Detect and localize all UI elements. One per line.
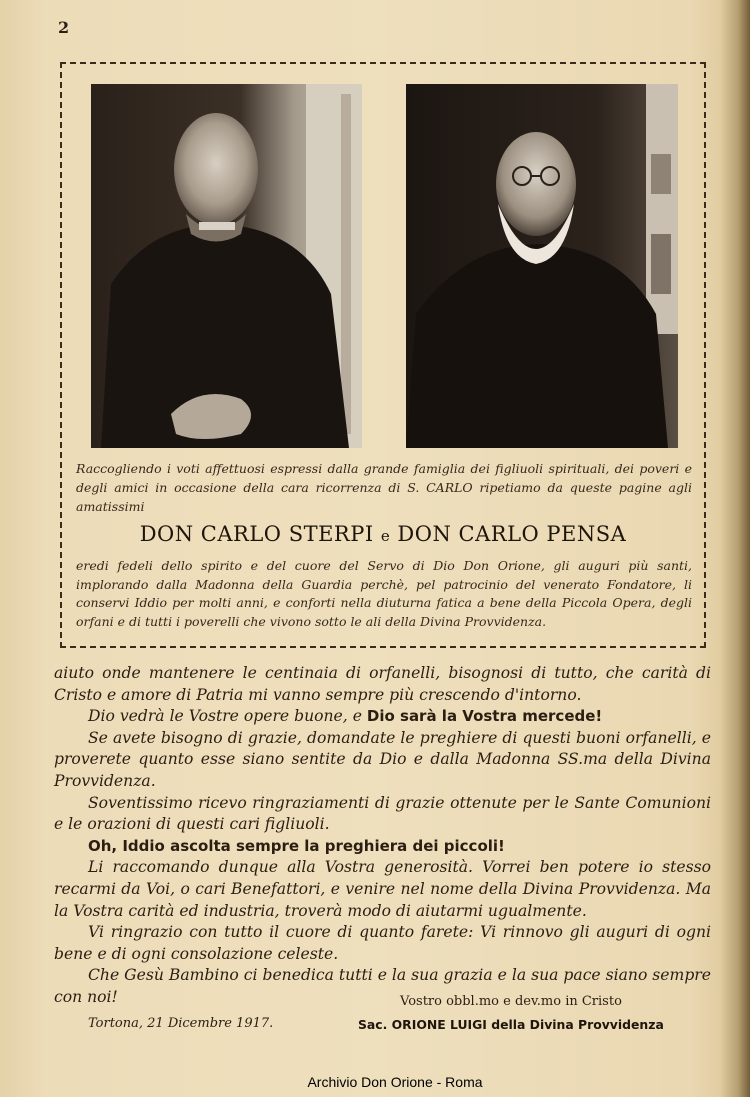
letter-paragraph-7: Vi ringrazio con tutto il cuore di quanto farete: Vi rinnovo gli auguri di ogni bene e di ogni consolazione celeste. [54, 923, 711, 963]
portrait-sterpi-image [91, 84, 362, 448]
letter-signature: Sac. ORIONE LUIGI della Divina Provvidenza [358, 1017, 664, 1032]
letter-place-date: Tortona, 21 Dicembre 1917. [88, 1016, 274, 1031]
letter-signoff: Vostro obbl.mo e dev.mo in Cristo [400, 994, 622, 1009]
letter-paragraph-1: aiuto onde mantenere le centinaia di orfanelli, bisognosi di tutto, che carità di Cristo e amore di Patria mi vanno sempre più crescendo d'intorno. [54, 664, 711, 704]
names-conjunction: e [380, 527, 391, 545]
name-sterpi: DON CARLO STERPI [139, 522, 374, 546]
letter-paragraph-4: Soventissimo ricevo ringraziamenti di grazie ottenute per le Sante Comunioni e le orazioni di questi cari figliuoli. [54, 793, 711, 834]
page-spine-shadow [720, 0, 750, 1097]
honorees-names [60, 522, 706, 546]
letter-paragraph-5-emphasis: Oh, Iddio ascolta sempre la preghiera dei piccoli! [88, 836, 505, 855]
letter-paragraph-2 [54, 706, 711, 728]
photo-don-carlo-pensa [406, 84, 678, 448]
letter-paragraph-2-emphasis: Dio sarà la Vostra mercede! [366, 707, 603, 726]
letter-paragraph-2-text: Dio vedrà le Vostre opere buone, e [88, 707, 367, 726]
letter-paragraph-8: Che Gesù Bambino ci benedica tutti e la sua grazia e la sua pace siano sempre con noi! [54, 966, 711, 1006]
photo-don-carlo-sterpi [91, 84, 362, 448]
letter-body [54, 663, 711, 1009]
page-number: 2 [58, 18, 70, 37]
letter-paragraph-3: Se avete bisogno di grazie, domandate le preghiere di questi buoni orfanelli, e proverete quanto esse siano sentite da Dio e dalla Madonna SS.ma della Divina Provvidenza. [54, 728, 711, 790]
caption-intro: Raccogliendo i voti affettuosi espressi dalla grande famiglia dei figliuoli spirituali, dei poveri e degli amici in occasione della cara ricorrenza di S. CARLO ripetiamo da queste pagine agli amatissimi [76, 461, 692, 514]
caption-outro: eredi fedeli dello spirito e del cuore del Servo di Dio Don Orione, gli auguri più santi, implorando dalla Madonna della Guardia perchè, pel patrocinio del venerato Fondatore, li conservi Iddio per molti anni, e conforti nella diuturna fatica a bene della Piccola Opera, degli orfani e di tutti i poverelli che vivono sotto le ali della Divina Provvidenza. [76, 558, 692, 629]
letter-paragraph-6: Li raccomando dunque alla Vostra generosità. Vorrei ben potere io stesso recarmi da Voi, o cari Benefattori, e venire nel nome della Divina Provvidenza. Ma la Vostra carità ed industria, troverà modo di aiutarmi ugualmente. [54, 858, 711, 920]
portrait-pensa-image [406, 84, 678, 448]
archive-footer: Archivio Don Orione - Roma [307, 1074, 483, 1090]
letter-paragraph-5 [54, 836, 711, 858]
name-pensa: DON CARLO PENSA [397, 522, 627, 546]
